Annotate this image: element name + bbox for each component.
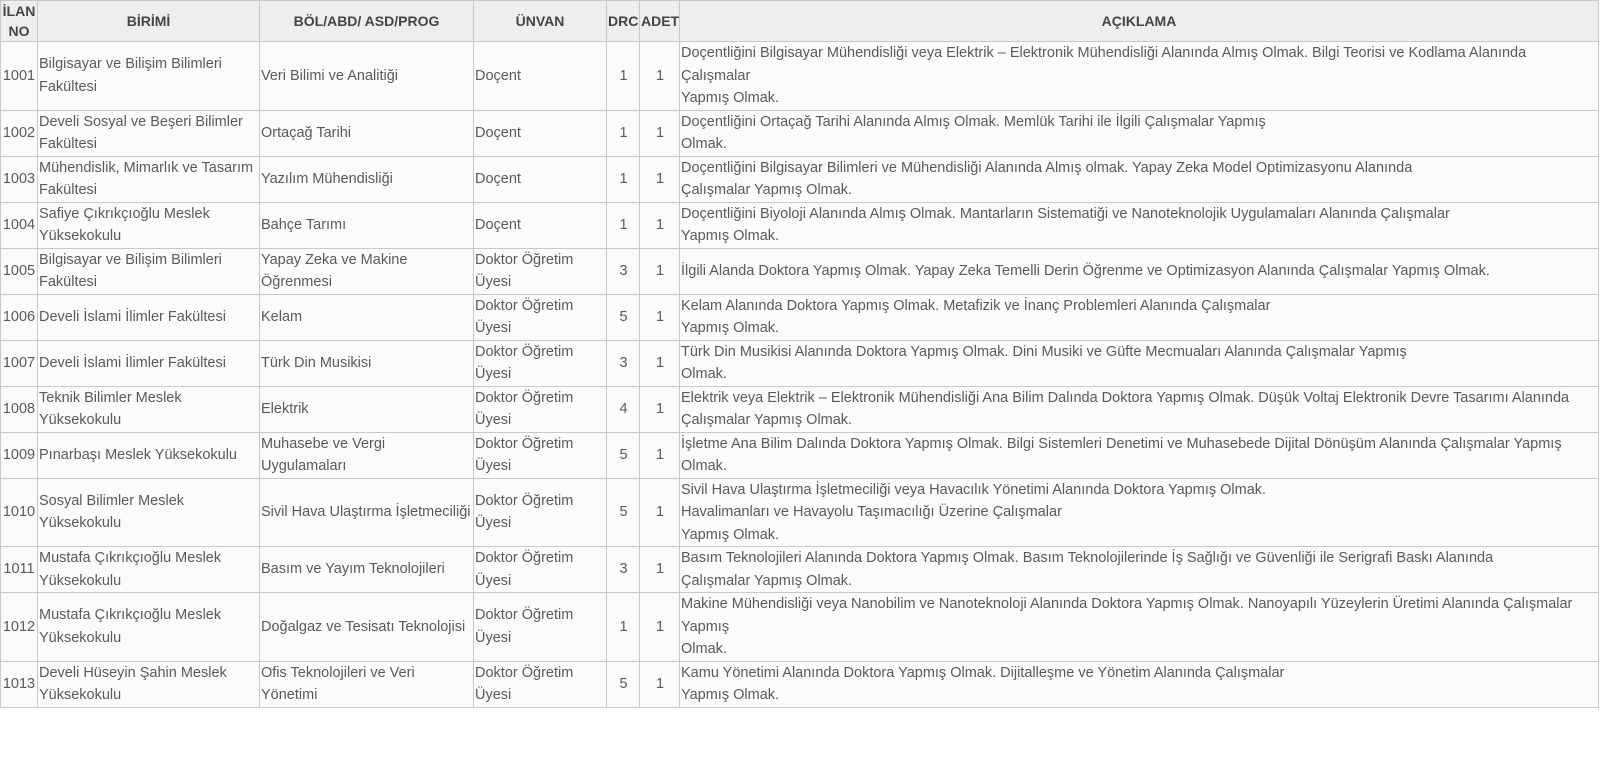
cell-adet: 1 [640,248,680,294]
table-row [1,294,1599,340]
cell-aciklama: Basım Teknolojileri Alanında Doktora Yapmış Olmak. Basım Teknolojilerinde İş Sağlığı ve Güvenliği ile Serigrafi Baskı Alanında Çalışmalar Yapmış Olmak. [680,547,1599,593]
cell-unvan: Doktor Öğretim Üyesi [474,386,607,432]
cell-bolum: Ortaçağ Tarihi [260,110,474,156]
cell-birimi: Sosyal Bilimler Meslek Yüksekokulu [38,478,260,547]
cell-drc: 1 [607,156,640,202]
cell-bolum: Bahçe Tarımı [260,202,474,248]
table-row [1,386,1599,432]
cell-birimi: Develi İslami İlimler Fakültesi [38,294,260,340]
table-row [1,478,1599,547]
header-ilan-no: İLAN NO [1,1,38,42]
cell-birimi: Mühendislik, Mimarlık ve Tasarım Fakültesi [38,156,260,202]
cell-adet: 1 [640,42,680,111]
header-birimi: BİRİMİ [38,1,260,42]
cell-adet: 1 [640,547,680,593]
cell-birimi: Teknik Bilimler Meslek Yüksekokulu [38,386,260,432]
cell-ilan-no: 1003 [1,156,38,202]
cell-unvan: Doktor Öğretim Üyesi [474,340,607,386]
cell-ilan-no: 1013 [1,661,38,707]
cell-ilan-no: 1010 [1,478,38,547]
cell-birimi: Develi Sosyal ve Beşeri Bilimler Fakültesi [38,110,260,156]
cell-bolum: Türk Din Musikisi [260,340,474,386]
cell-unvan: Doktor Öğretim Üyesi [474,248,607,294]
header-adet: ADET [640,1,680,42]
cell-drc: 5 [607,432,640,478]
table-row [1,42,1599,111]
cell-drc: 1 [607,593,640,662]
cell-bolum: Sivil Hava Ulaştırma İşletmeciliği [260,478,474,547]
cell-adet: 1 [640,202,680,248]
cell-bolum: Yazılım Mühendisliği [260,156,474,202]
cell-aciklama: Doçentliğini Biyoloji Alanında Almış Olmak. Mantarların Sistematiği ve Nanoteknolojik Uygulamaları Alanında Çalışmalar Yapmış Olmak. [680,202,1599,248]
header-drc: DRC [607,1,640,42]
table-row [1,661,1599,707]
table-row [1,432,1599,478]
cell-adet: 1 [640,386,680,432]
cell-ilan-no: 1007 [1,340,38,386]
cell-ilan-no: 1011 [1,547,38,593]
cell-aciklama: Elektrik veya Elektrik – Elektronik Mühendisliği Ana Bilim Dalında Doktora Yapmış Olmak. Düşük Voltaj Elektronik Devre Tasarımı Alanında Çalışmalar Yapmış Olmak. [680,386,1599,432]
cell-unvan: Doçent [474,156,607,202]
cell-drc: 3 [607,547,640,593]
cell-birimi: Bilgisayar ve Bilişim Bilimleri Fakültesi [38,248,260,294]
header-aciklama: AÇIKLAMA [680,1,1599,42]
cell-unvan: Doçent [474,110,607,156]
cell-bolum: Yapay Zeka ve Makine Öğrenmesi [260,248,474,294]
cell-bolum: Elektrik [260,386,474,432]
cell-bolum: Veri Bilimi ve Analitiği [260,42,474,111]
cell-ilan-no: 1005 [1,248,38,294]
cell-drc: 3 [607,340,640,386]
cell-drc: 5 [607,294,640,340]
cell-ilan-no: 1004 [1,202,38,248]
cell-adet: 1 [640,478,680,547]
table-row [1,248,1599,294]
cell-bolum: Ofis Teknolojileri ve Veri Yönetimi [260,661,474,707]
cell-unvan: Doktor Öğretim Üyesi [474,432,607,478]
cell-adet: 1 [640,661,680,707]
cell-ilan-no: 1002 [1,110,38,156]
cell-ilan-no: 1012 [1,593,38,662]
cell-adet: 1 [640,156,680,202]
cell-aciklama: Kamu Yönetimi Alanında Doktora Yapmış Olmak. Dijitalleşme ve Yönetim Alanında Çalışmalar Yapmış Olmak. [680,661,1599,707]
cell-birimi: Safiye Çıkrıkçıoğlu Meslek Yüksekokulu [38,202,260,248]
cell-ilan-no: 1006 [1,294,38,340]
table-row [1,156,1599,202]
cell-unvan: Doçent [474,42,607,111]
cell-ilan-no: 1008 [1,386,38,432]
cell-adet: 1 [640,110,680,156]
cell-birimi: Bilgisayar ve Bilişim Bilimleri Fakültesi [38,42,260,111]
cell-aciklama: İşletme Ana Bilim Dalında Doktora Yapmış Olmak. Bilgi Sistemleri Denetimi ve Muhasebede Dijital Dönüşüm Alanında Çalışmalar Yapmış Olmak. [680,432,1599,478]
table-row [1,340,1599,386]
cell-unvan: Doktor Öğretim Üyesi [474,661,607,707]
cell-bolum: Kelam [260,294,474,340]
cell-birimi: Develi İslami İlimler Fakültesi [38,340,260,386]
table-row [1,593,1599,662]
cell-birimi: Mustafa Çıkrıkçıoğlu Meslek Yüksekokulu [38,593,260,662]
cell-adet: 1 [640,340,680,386]
cell-birimi: Develi Hüseyin Şahin Meslek Yüksekokulu [38,661,260,707]
cell-unvan: Doktor Öğretim Üyesi [474,294,607,340]
cell-drc: 4 [607,386,640,432]
cell-drc: 1 [607,42,640,111]
cell-birimi: Mustafa Çıkrıkçıoğlu Meslek Yüksekokulu [38,547,260,593]
cell-aciklama: Doçentliğini Ortaçağ Tarihi Alanında Almış Olmak. Memlük Tarihi ile İlgili Çalışmalar Yapmış Olmak. [680,110,1599,156]
cell-drc: 5 [607,478,640,547]
header-bolum: BÖL/ABD/ ASD/PROG [260,1,474,42]
cell-drc: 1 [607,110,640,156]
table-row [1,547,1599,593]
cell-adet: 1 [640,294,680,340]
cell-aciklama: Doçentliğini Bilgisayar Mühendisliği veya Elektrik – Elektronik Mühendisliği Alanında Almış Olmak. Bilgi Teorisi ve Kodlama Alanında Çalışmalar Yapmış Olmak. [680,42,1599,111]
cell-adet: 1 [640,593,680,662]
cell-unvan: Doktor Öğretim Üyesi [474,593,607,662]
cell-aciklama: Kelam Alanında Doktora Yapmış Olmak. Metafizik ve İnanç Problemleri Alanında Çalışmalar Yapmış Olmak. [680,294,1599,340]
cell-drc: 1 [607,202,640,248]
cell-bolum: Doğalgaz ve Tesisatı Teknolojisi [260,593,474,662]
table-row [1,202,1599,248]
cell-adet: 1 [640,432,680,478]
cell-ilan-no: 1009 [1,432,38,478]
table-row [1,110,1599,156]
header-unvan: ÜNVAN [474,1,607,42]
cell-drc: 5 [607,661,640,707]
cell-bolum: Basım ve Yayım Teknolojileri [260,547,474,593]
cell-unvan: Doçent [474,202,607,248]
table-header-row [1,1,1599,42]
cell-birimi: Pınarbaşı Meslek Yüksekokulu [38,432,260,478]
cell-aciklama: İlgili Alanda Doktora Yapmış Olmak. Yapay Zeka Temelli Derin Öğrenme ve Optimizasyon Alanında Çalışmalar Yapmış Olmak. [680,248,1599,294]
cell-aciklama: Makine Mühendisliği veya Nanobilim ve Nanoteknoloji Alanında Doktora Yapmış Olmak. Nanoyapılı Yüzeylerin Üretimi Alanında Çalışmalar Yapmış Olmak. [680,593,1599,662]
cell-aciklama: Doçentliğini Bilgisayar Bilimleri ve Mühendisliği Alanında Almış olmak. Yapay Zeka Model Optimizasyonu Alanında Çalışmalar Yapmış Olmak. [680,156,1599,202]
cell-drc: 3 [607,248,640,294]
cell-aciklama: Sivil Hava Ulaştırma İşletmeciliği veya Havacılık Yönetimi Alanında Doktora Yapmış Olmak. Havalimanları ve Havayolu Taşımacılığı Üzerine Çalışmalar Yapmış Olmak. [680,478,1599,547]
cell-ilan-no: 1001 [1,42,38,111]
cell-aciklama: Türk Din Musikisi Alanında Doktora Yapmış Olmak. Dini Musiki ve Güfte Mecmuaları Alanında Çalışmalar Yapmış Olmak. [680,340,1599,386]
cell-unvan: Doktor Öğretim Üyesi [474,478,607,547]
cell-unvan: Doktor Öğretim Üyesi [474,547,607,593]
cell-bolum: Muhasebe ve Vergi Uygulamaları [260,432,474,478]
